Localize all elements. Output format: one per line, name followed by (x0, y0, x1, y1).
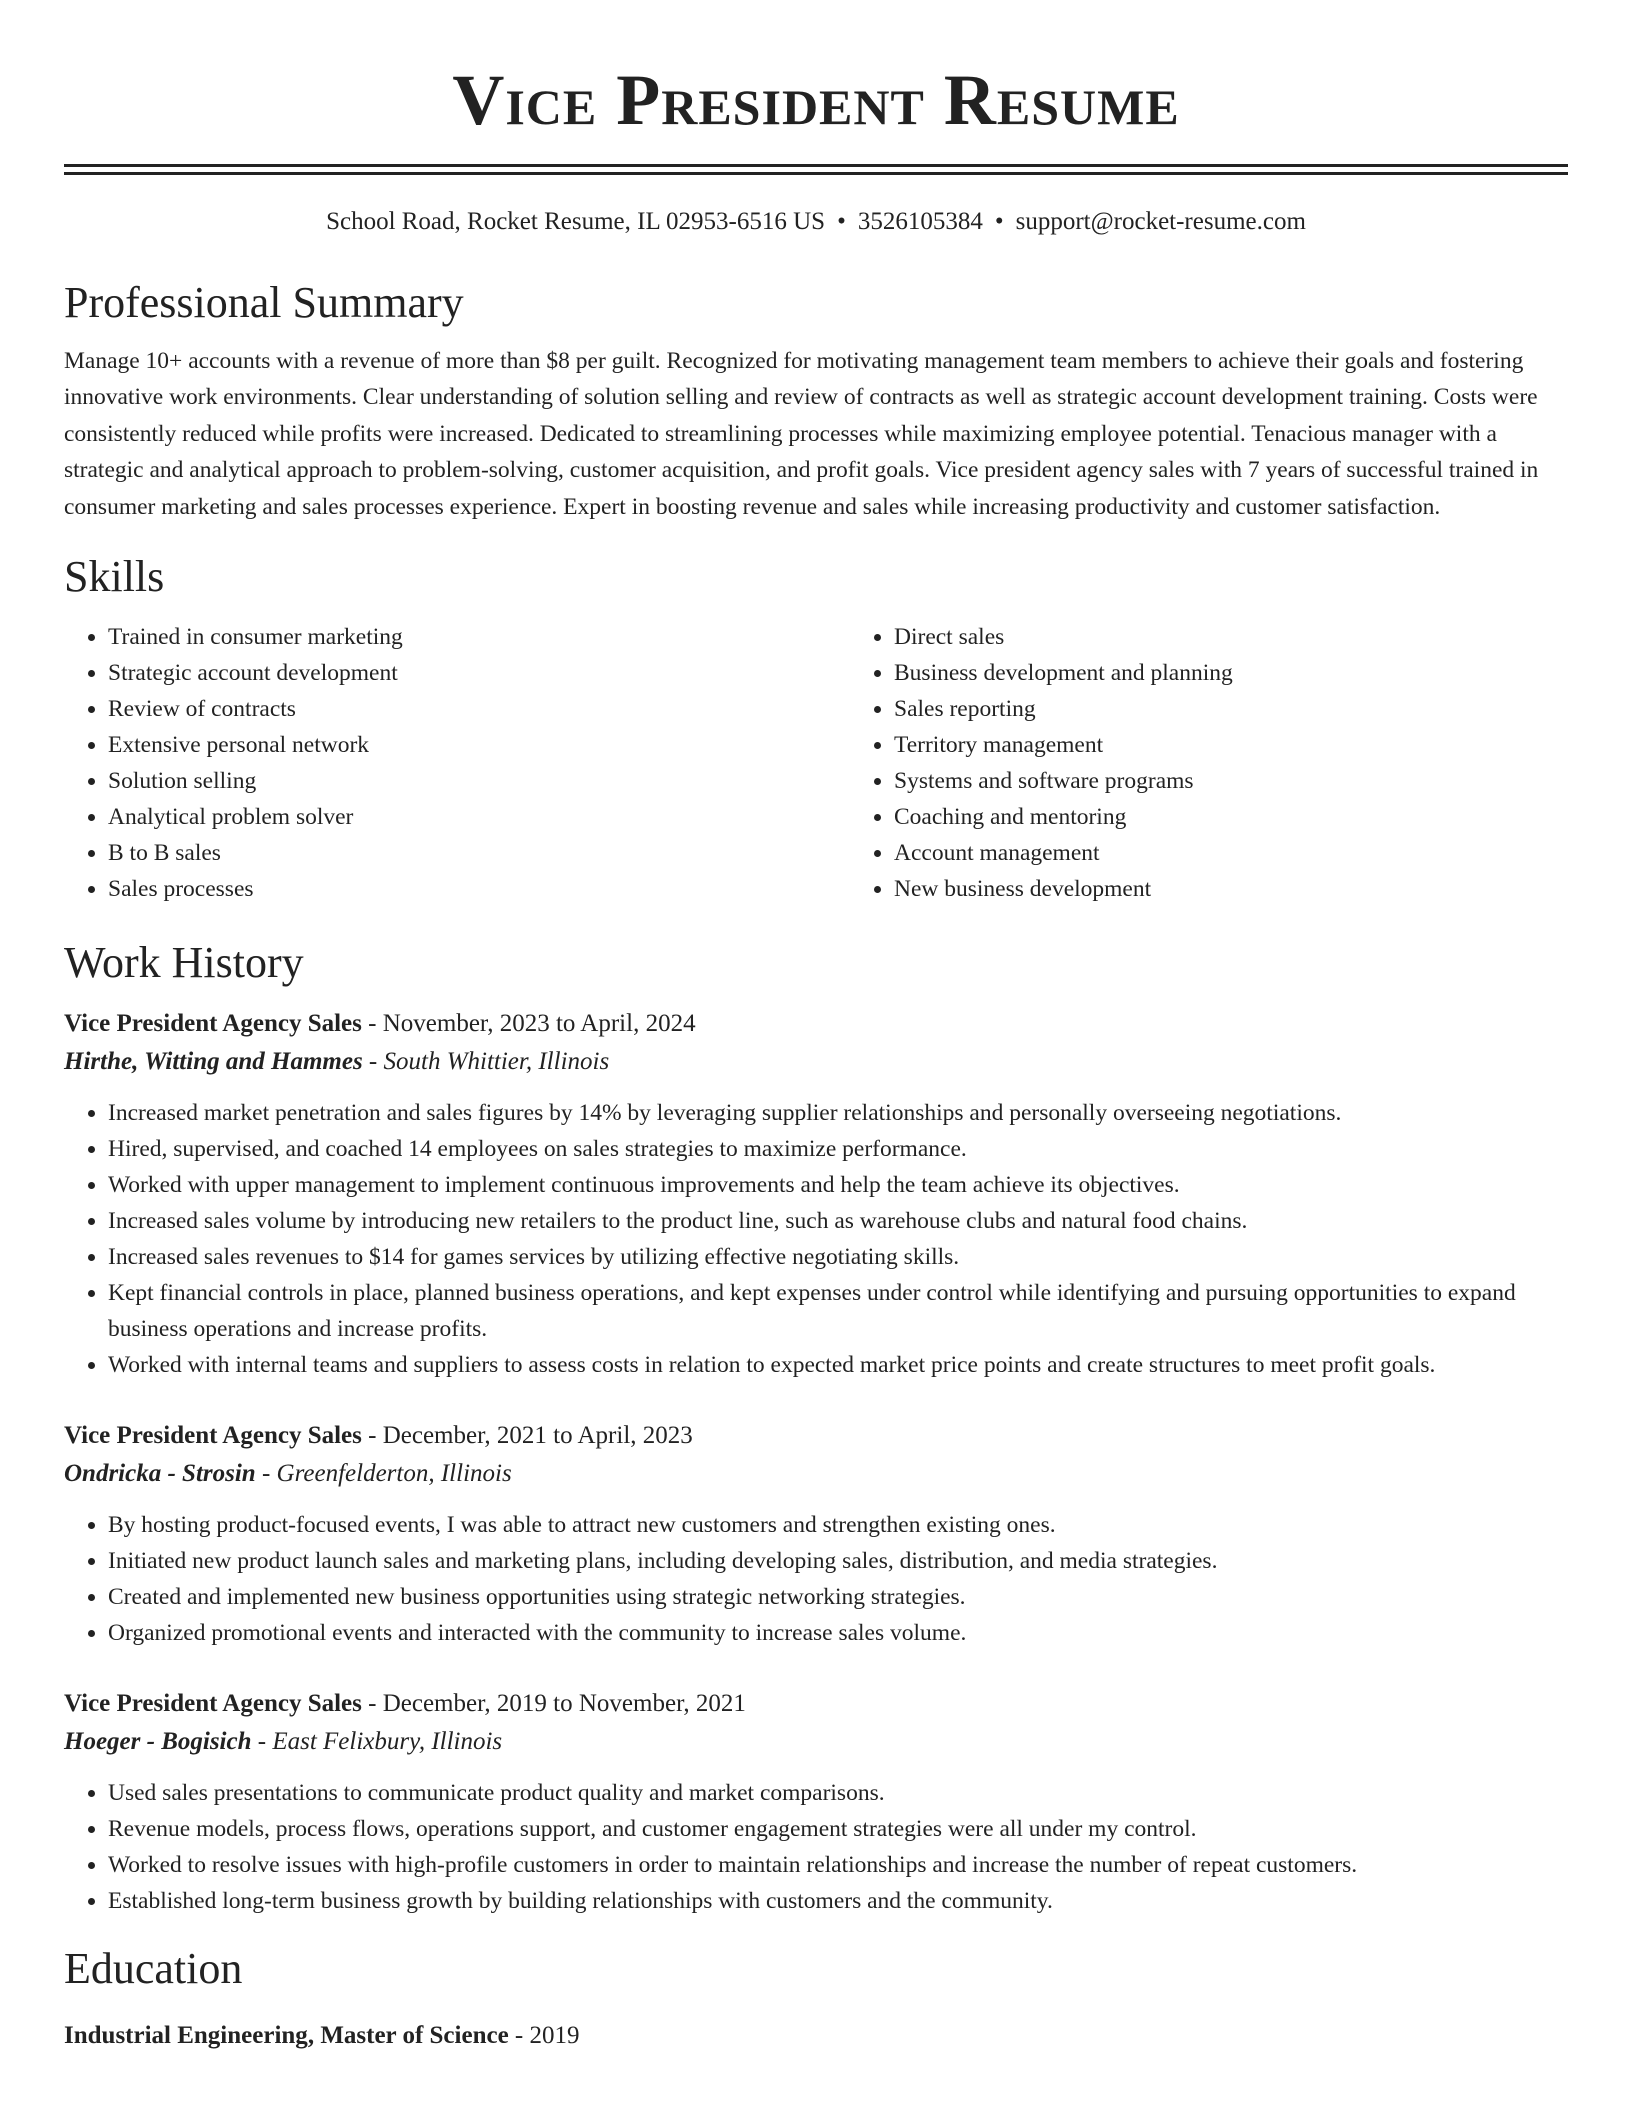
job-bullet: • Used sales presentations to communicate product quality and market comparisons. (108, 1775, 1568, 1811)
job-bullet: • Kept financial controls in place, planned business operations, and kept expenses under control while identifying and pursuing opportunities to expand business operations and increase profits. (108, 1275, 1568, 1347)
job-title-line: Vice President Agency Sales - December, 2019 to November, 2021 (64, 1690, 746, 1718)
job-bullet: • Revenue models, process flows, operations support, and customer engagement strategies were all under my control. (108, 1811, 1568, 1847)
skill-item: • Systems and software programs (894, 763, 1632, 799)
job-bullet: • Hired, supervised, and coached 14 employees on sales strategies to maximize performance. (108, 1131, 1568, 1167)
job-dates: November, 2023 to April, 2024 (382, 1010, 696, 1038)
contact-phone: 3526105384 (857, 208, 983, 235)
skill-item: • Extensive personal network (108, 727, 850, 763)
contact-email: support@rocket-resume.com (1015, 208, 1306, 235)
job-company: Hoeger - Bogisich (64, 1728, 252, 1756)
work-history-heading: Work History (64, 938, 304, 988)
job-bullets (64, 1095, 1568, 1383)
contact-separator: • (837, 208, 846, 235)
job-bullet: • By hosting product-focused events, I was able to attract new customers and strengthen existing ones. (108, 1507, 1568, 1543)
job-bullet: • Increased sales revenues to $14 for games services by utilizing effective negotiating skills. (108, 1239, 1568, 1275)
skill-item: • New business development (894, 871, 1632, 907)
title-divider (64, 164, 1568, 175)
resume-page (64, 0, 1568, 2055)
job-bullet: • Worked with upper management to implement continuous improvements and help the team achieve its objectives. (108, 1167, 1568, 1203)
education-degree: Master of Science (320, 2022, 509, 2050)
skills-columns (64, 619, 1568, 907)
skill-item: • Solution selling (108, 763, 850, 799)
job-title-line: Vice President Agency Sales - November, 2023 to April, 2024 (64, 1010, 696, 1038)
job-bullet: • Established long-term business growth by building relationships with customers and the community. (108, 1883, 1568, 1919)
skills-heading: Skills (64, 552, 165, 602)
job-bullet: • Increased sales volume by introducing new retailers to the product line, such as warehouse clubs and natural food chains. (108, 1203, 1568, 1239)
education-year: 2019 (529, 2022, 580, 2050)
job-title-line: Vice President Agency Sales - December, 2021 to April, 2023 (64, 1422, 693, 1450)
summary-text: Manage 10+ accounts with a revenue of more than $8 per guilt. Recognized for motivating management team members to achieve their goals and fostering innovative work environments. Clear understanding of solution selling and review of contracts as well as strategic account development training. Costs were consistently reduced while profits were increased. Dedicated to streamlining processes while maximizing employee potential. Tenacious manager with a strategic and analytical approach to problem-solving, customer acquisition, and profit goals. Vice president agency sales with 7 years of successful trained in consumer marketing and sales processes experience. Expert in boosting revenue and sales while increasing productivity and customer satisfaction. (64, 348, 1539, 520)
job-dates: December, 2019 to November, 2021 (382, 1690, 746, 1718)
job-bullet: • Worked to resolve issues with high-profile customers in order to maintain relationships and increase the number of repeat customers. (108, 1847, 1568, 1883)
resume-title: Vice President Resume (452, 60, 1180, 140)
education-field: Industrial Engineering (64, 2022, 308, 2050)
skill-item: • Account management (894, 835, 1632, 871)
skill-item: • Analytical problem solver (108, 799, 850, 835)
skill-item: • Coaching and mentoring (894, 799, 1632, 835)
job-company: Ondricka - Strosin (64, 1460, 256, 1488)
skills-list-right (850, 619, 1632, 907)
summary-heading: Professional Summary (64, 278, 464, 327)
contact-separator: • (994, 208, 1004, 235)
job-company-line: Ondricka - Strosin - Greenfelderton, Illinois (64, 1460, 512, 1488)
job-company: Hirthe, Witting and Hammes (64, 1048, 363, 1076)
job-location: East Felixbury, Illinois (272, 1728, 503, 1756)
job-location: Greenfelderton, Illinois (276, 1460, 512, 1488)
job-title: Vice President Agency Sales (64, 1422, 362, 1450)
contact-line (64, 205, 1568, 239)
skills-list-left (64, 619, 850, 907)
skill-item: • Direct sales (894, 619, 1632, 655)
skill-item: • Sales processes (108, 871, 850, 907)
job-entry (64, 1685, 1568, 1919)
job-dates: December, 2021 to April, 2023 (382, 1422, 693, 1450)
contact-address: School Road, Rocket Resume, IL 02953-6516 US (326, 208, 826, 235)
skill-item: • Sales reporting (894, 691, 1632, 727)
job-entry (64, 1005, 1568, 1383)
job-location: South Whittier, Illinois (383, 1048, 610, 1076)
job-bullet: • Worked with internal teams and suppliers to assess costs in relation to expected market price points and create structures to meet profit goals. (108, 1347, 1568, 1383)
job-bullets (64, 1507, 1568, 1651)
job-title: Vice President Agency Sales (64, 1010, 362, 1038)
education-entry: Industrial Engineering, Master of Science - 2019 (64, 2022, 580, 2050)
job-company-line: Hoeger - Bogisich - East Felixbury, Illinois (64, 1728, 503, 1756)
job-bullet: • Created and implemented new business opportunities using strategic networking strategies. (108, 1579, 1568, 1615)
education-heading: Education (64, 1944, 243, 1994)
skill-item: • B to B sales (108, 835, 850, 871)
skill-item: • Strategic account development (108, 655, 850, 691)
job-bullet: • Organized promotional events and interacted with the community to increase sales volume. (108, 1615, 1568, 1651)
skill-item: • Territory management (894, 727, 1632, 763)
job-bullet: • Increased market penetration and sales figures by 14% by leveraging supplier relationships and personally overseeing negotiations. (108, 1095, 1568, 1131)
job-title: Vice President Agency Sales (64, 1690, 362, 1718)
job-company-line: Hirthe, Witting and Hammes - South Whittier, Illinois (64, 1048, 610, 1076)
job-bullet: • Initiated new product launch sales and marketing plans, including developing sales, distribution, and media strategies. (108, 1543, 1568, 1579)
job-bullets (64, 1775, 1568, 1919)
job-entry (64, 1417, 1568, 1651)
skill-item: • Review of contracts (108, 691, 850, 727)
skill-item: • Trained in consumer marketing (108, 619, 850, 655)
skill-item: • Business development and planning (894, 655, 1632, 691)
